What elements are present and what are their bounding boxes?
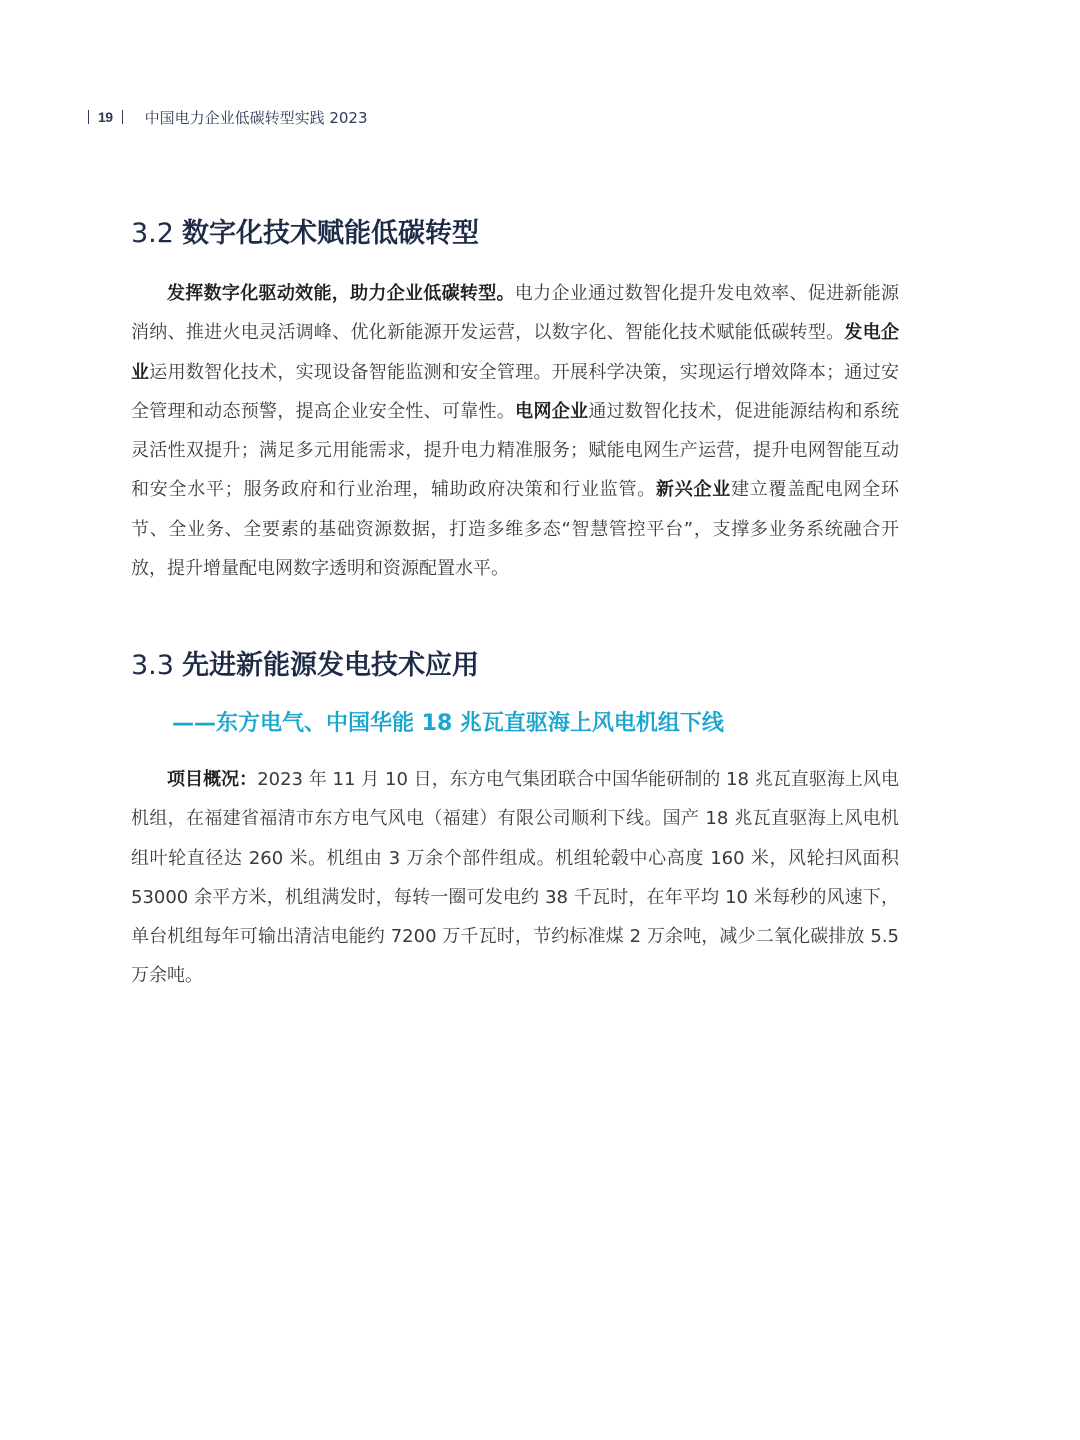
header-divider-left	[88, 110, 89, 124]
running-header	[88, 104, 368, 130]
case-subtitle: ——东方电气、中国华能 18 兆瓦直驱海上风电机组下线	[172, 711, 724, 736]
section-title: 先进新能源发电技术应用	[181, 650, 479, 681]
label-grid-enterprise: 电网企业	[515, 400, 589, 422]
label-generation-enterprise: 发电企业	[131, 322, 900, 383]
lead-sentence: 发挥数字化驱动效能，助力企业低碳转型。	[167, 283, 515, 304]
body-paragraph	[131, 760, 899, 996]
page-number: 19	[98, 109, 113, 125]
paragraph-text: 2023 年 11 月 10 日，东方电气集团联合中国华能研制的 18 兆瓦直驱海上风电机组，在福建省福清市东方电气风电（福建）有限公司顺利下线。国产 18 兆瓦直驱海上风电机组叶轮直径达 260 米。机组由 3 万余个部件组成。机组轮毂中心高度 160 米，风轮扫风面积 53000 余平方米，机组满发时，每转一圈可发电约 38 千瓦时，在年平均 10 米每秒的风速下，单台机组每年可输出清洁电能约 7200 万千瓦时，节约标准煤 2 万余吨，减少二氧化碳排放 5.5 万余吨。	[131, 769, 899, 987]
project-overview-label: 项目概况：	[167, 769, 258, 790]
header-divider-right	[122, 110, 123, 124]
document-title: 中国电力企业低碳转型实践 2023	[144, 108, 368, 127]
section-number: 3.3	[131, 650, 174, 681]
paragraph-text: 运用数智化技术，实现设备智能监测和安全管理。开展科学决策，实现运行增效降本；通过安全管理和动态预警，提高企业安全性、可靠性。	[131, 361, 899, 422]
body-paragraph	[131, 274, 899, 588]
paragraph-text: 通过数智化技术，促进能源结构和系统灵活性双提升；满足多元用能需求，提升电力精准服务；赋能电网生产运营，提升电网智能互动和安全水平；服务政府和行业治理，辅助政府决策和行业监管。	[131, 400, 900, 501]
paragraph-text: 电力企业通过数智化提升发电效率、促进新能源消纳、推进火电灵活调峰、优化新能源开发运营，以数字化、智能化技术赋能低碳转型。	[131, 283, 900, 344]
section-3-2	[131, 216, 899, 588]
section-number: 3.2	[131, 218, 174, 249]
section-3-3	[131, 648, 899, 996]
section-heading	[131, 648, 899, 684]
label-emerging-enterprise: 新兴企业	[656, 479, 731, 501]
section-heading	[131, 216, 899, 252]
paragraph-text: 建立覆盖配电网全环节、全业务、全要素的基础资源数据，打造多维多态“智慧管控平台”，支撑多业务系统融合开放，提升增量配电网数字透明和资源配置水平。	[131, 479, 899, 580]
section-title: 数字化技术赋能低碳转型	[181, 218, 479, 249]
